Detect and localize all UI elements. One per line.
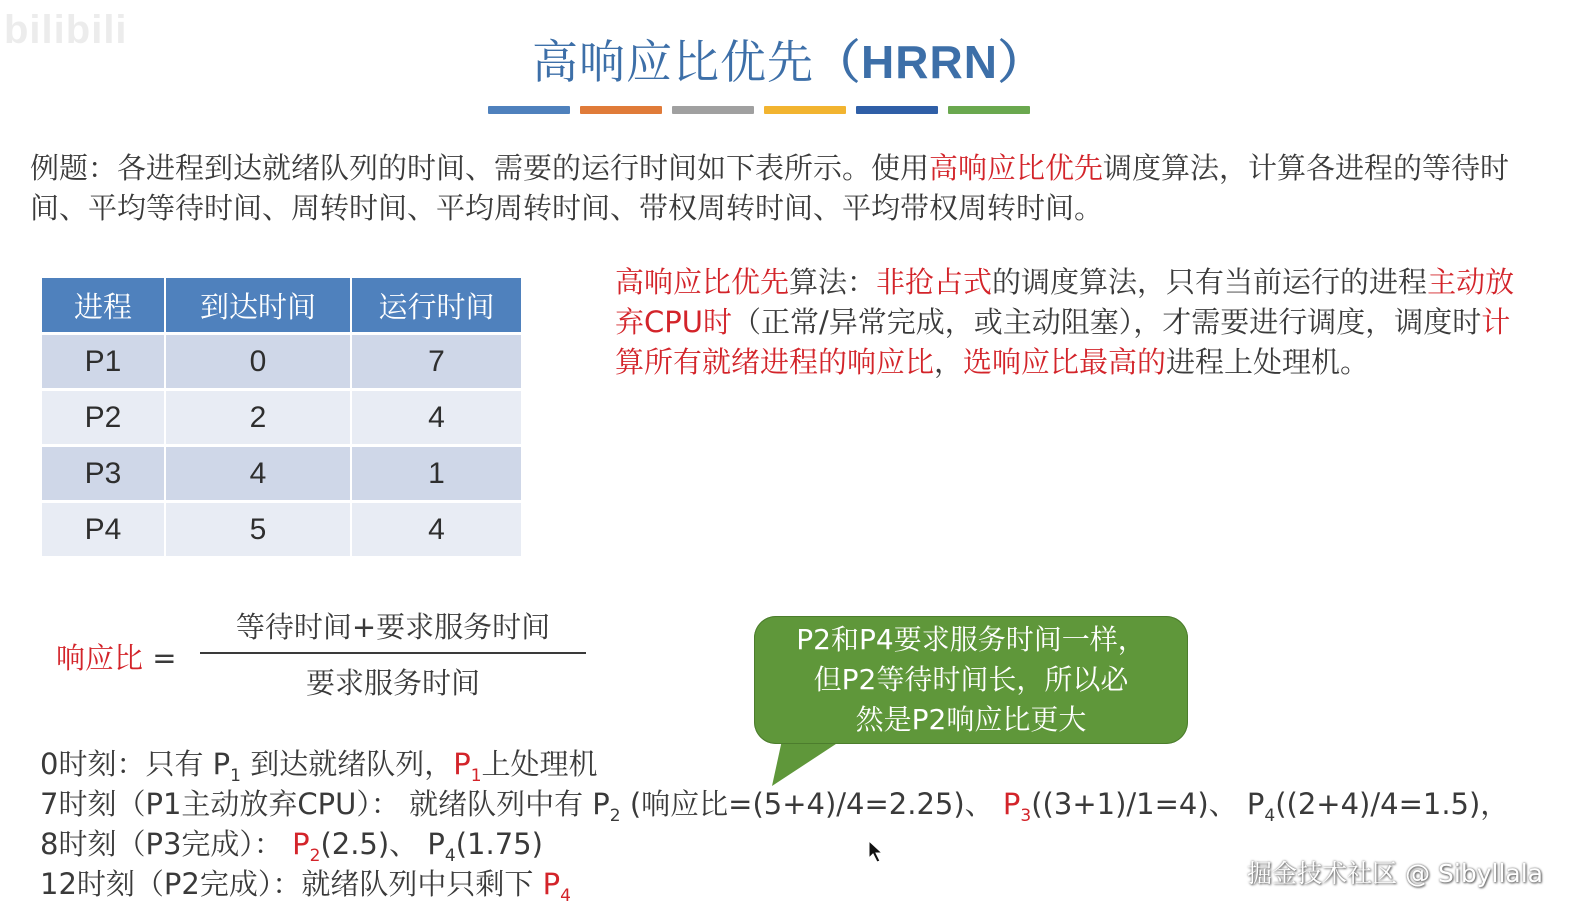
desc-text: 进程上处理机。 [1166,345,1370,379]
step-text: 12时刻（P2完成）：就绪队列中只剩下 [40,867,543,901]
cell-process: P2 [42,390,165,446]
slide-title [0,26,1577,92]
cell-process: P3 [42,446,165,502]
juejin-watermark: 掘金技术社区 @ Sibyllala [1247,859,1543,888]
algorithm-description [615,262,1535,382]
step-text: 7时刻（P1主动放弃CPU）： 就绪队列中有 P [40,787,610,821]
color-bar [488,106,570,114]
step-sub: 4 [1264,805,1276,826]
table-row [42,390,521,446]
table-row [42,446,521,502]
desc-yield-cpu: 主动放弃CPU时 [615,265,1515,339]
formula-denominator: 要求服务时间 [305,666,480,700]
step-text: 0时刻：只有 P [40,747,231,781]
step-sub: 2 [609,805,621,826]
step-sub: 4 [444,845,456,866]
step-sub: 4 [560,885,571,906]
cell-runtime: 7 [351,334,521,390]
bilibili-watermark: bilibili [4,8,128,52]
formula-label [56,636,177,677]
table-header-row [42,278,521,334]
cell-arrival: 2 [165,390,351,446]
formula-fraction [200,604,586,706]
process-table [42,278,521,559]
header-process: 进程 [42,278,165,334]
desc-text: 算法： [789,265,877,299]
callout-line: 然是P2响应比更大 [855,703,1087,736]
step-text: 8时刻（P3完成）： [40,827,293,861]
color-bar [764,106,846,114]
desc-compute-ratio: 计算所有就绪进程的响应比 [615,305,1511,379]
example-question [30,148,1540,228]
step-text: (2.5)、 P [320,827,445,861]
header-arrival: 到达时间 [165,278,351,334]
step-sub: 1 [470,765,482,786]
step-text: 到达就绪队列， [241,747,454,781]
step-red: P [453,747,471,781]
cell-runtime: 1 [351,446,521,502]
callout-line: P2和P4要求服务时间一样， [796,623,1146,656]
intro-highlight: 高响应比优先 [929,151,1104,185]
step-text: ((3+1)/1=4)、 P [1031,787,1265,821]
fraction-bar [200,652,586,654]
title-abbr: （HRRN） [814,36,1045,88]
intro-text-2: 调度算法，计算各进程的等待时间、平均等待时间、周转时间、平均周转时间、带权周转时间、平均带权周转时间。 [30,151,1510,225]
cell-arrival: 0 [165,334,351,390]
cell-runtime: 4 [351,390,521,446]
header-runtime: 运行时间 [351,278,521,334]
desc-non-preemptive: 非抢占式 [876,265,993,299]
callout-line: 但P2等待时间长，所以必 [813,663,1129,696]
formula-equals: = [143,641,177,675]
title-color-bars [488,106,1030,114]
step-sub: 1 [230,765,241,786]
color-bar [672,106,754,114]
desc-text: ， [934,345,964,379]
step-red: P [542,867,561,901]
step-red: P [1002,787,1021,821]
formula-label-text: 响应比 [56,641,144,675]
desc-choose-highest: 选响应比最高的 [963,345,1167,379]
step-text: ((2+4)/4=1.5)， [1275,787,1510,821]
color-bar [856,106,938,114]
step-line [40,784,1550,824]
cell-arrival: 4 [165,446,351,502]
cell-arrival: 5 [165,502,351,558]
cell-process: P1 [42,334,165,390]
mouse-cursor-icon [868,840,884,864]
table-row [42,502,521,558]
table-row [42,334,521,390]
desc-text: （正常/异常完成，或主动阻塞），才需要进行调度，调度时 [731,305,1482,339]
title-main: 高响应比优先 [532,35,815,89]
color-bar [948,106,1030,114]
color-bar [580,106,662,114]
step-sub: 2 [309,845,321,866]
step-text: (响应比=(5+4)/4=2.25)、 [620,787,1003,821]
step-line [40,744,1550,784]
callout-bubble [754,616,1188,744]
desc-text: 的调度算法，只有当前运行的进程 [992,265,1428,299]
desc-algo-name: 高响应比优先 [615,265,790,299]
formula-numerator: 等待时间+要求服务时间 [235,610,551,644]
cell-runtime: 4 [351,502,521,558]
intro-text: 例题：各进程到达就绪队列的时间、需要的运行时间如下表所示。使用 [30,151,930,185]
step-sub: 3 [1020,805,1032,826]
step-red: P [292,827,310,861]
cell-process: P4 [42,502,165,558]
step-text: 上处理机 [481,747,598,781]
step-text: (1.75) [455,827,543,861]
